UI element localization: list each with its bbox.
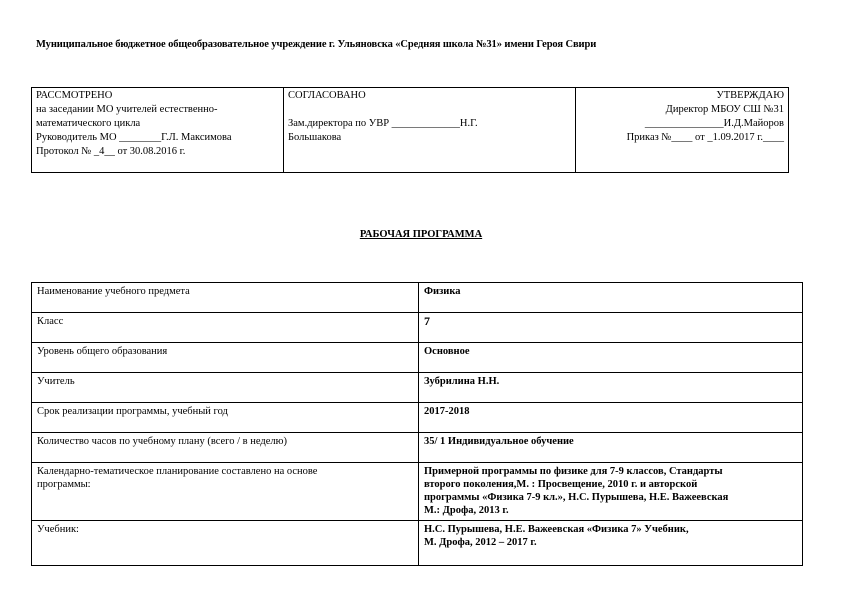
row-value: Зубрилина Н.Н. <box>419 373 803 403</box>
institution-header: Муниципальное бюджетное общеобразовательное учреждение г. Ульяновска «Средняя школа №31» имени Героя Свири <box>36 39 597 50</box>
table-row <box>32 403 803 433</box>
table-row <box>32 373 803 403</box>
row-label: Количество часов по учебному плану (всего / в неделю) <box>32 433 419 463</box>
approved-line-2: _______________И.Д.Майоров <box>644 118 784 129</box>
row-value-line: программы «Физика 7-9 кл.», Н.С. Пурышева, Н.Е. Важеевская <box>424 492 729 503</box>
table-row <box>32 343 803 373</box>
row-label: Наименование учебного предмета <box>32 283 419 313</box>
table-row <box>32 433 803 463</box>
row-value-line: М.: Дрофа, 2013 г. <box>424 505 509 516</box>
row-label: Учитель <box>32 373 419 403</box>
agreed-line-2: Большакова <box>288 132 342 143</box>
reviewed-line-1: на заседании МО учителей естественно- <box>36 104 218 115</box>
reviewed-line-4: Протокол № _4__ от 30.08.2016 г. <box>36 146 186 157</box>
reviewed-title: РАССМОТРЕНО <box>36 90 113 101</box>
document-title: РАБОЧАЯ ПРОГРАММА <box>359 229 483 240</box>
row-value <box>419 521 803 566</box>
agreed-title: СОГЛАСОВАНО <box>288 90 366 101</box>
agreed-cell <box>284 88 576 172</box>
approved-title: УТВЕРЖДАЮ <box>716 90 784 101</box>
row-label: Класс <box>32 313 419 343</box>
reviewed-line-2: математического цикла <box>36 118 141 129</box>
row-value-line: второго поколения,М. : Просвещение, 2010 г. и авторской <box>424 479 698 490</box>
row-value-line: М. Дрофа, 2012 – 2017 г. <box>424 537 537 548</box>
table-row <box>32 463 803 521</box>
row-value: Физика <box>419 283 803 313</box>
reviewed-cell <box>32 88 284 172</box>
table-row <box>32 521 803 566</box>
row-value <box>419 463 803 521</box>
row-label: Уровень общего образования <box>32 343 419 373</box>
approved-line-3: Приказ №____ от _1.09.2017 г.____ <box>626 132 784 143</box>
row-value-line: Примерной программы по физике для 7-9 классов, Стандарты <box>424 466 723 477</box>
program-info-table <box>31 282 803 566</box>
reviewed-line-3: Руководитель МО ________Г.Л. Максимова <box>36 132 232 143</box>
approved-cell <box>576 88 788 172</box>
approved-line-1: Директор МБОУ СШ №31 <box>665 104 784 115</box>
row-label: Учебник: <box>32 521 419 566</box>
table-row <box>32 313 803 343</box>
row-value-line: Н.С. Пурышева, Н.Е. Важеевская «Физика 7» Учебник, <box>424 524 689 535</box>
row-label: Срок реализации программы, учебный год <box>32 403 419 433</box>
approval-block <box>31 87 789 173</box>
row-label-line: программы: <box>37 479 91 490</box>
row-label-line: Календарно-тематическое планирование составлено на основе <box>37 466 318 477</box>
row-value: Основное <box>419 343 803 373</box>
table-row <box>32 283 803 313</box>
row-value: 7 <box>419 313 803 343</box>
agreed-line-1: Зам.директора по УВР _____________Н.Г. <box>288 118 478 129</box>
row-label <box>32 463 419 521</box>
row-value: 35/ 1 Индивидуальное обучение <box>419 433 803 463</box>
row-value: 2017-2018 <box>419 403 803 433</box>
